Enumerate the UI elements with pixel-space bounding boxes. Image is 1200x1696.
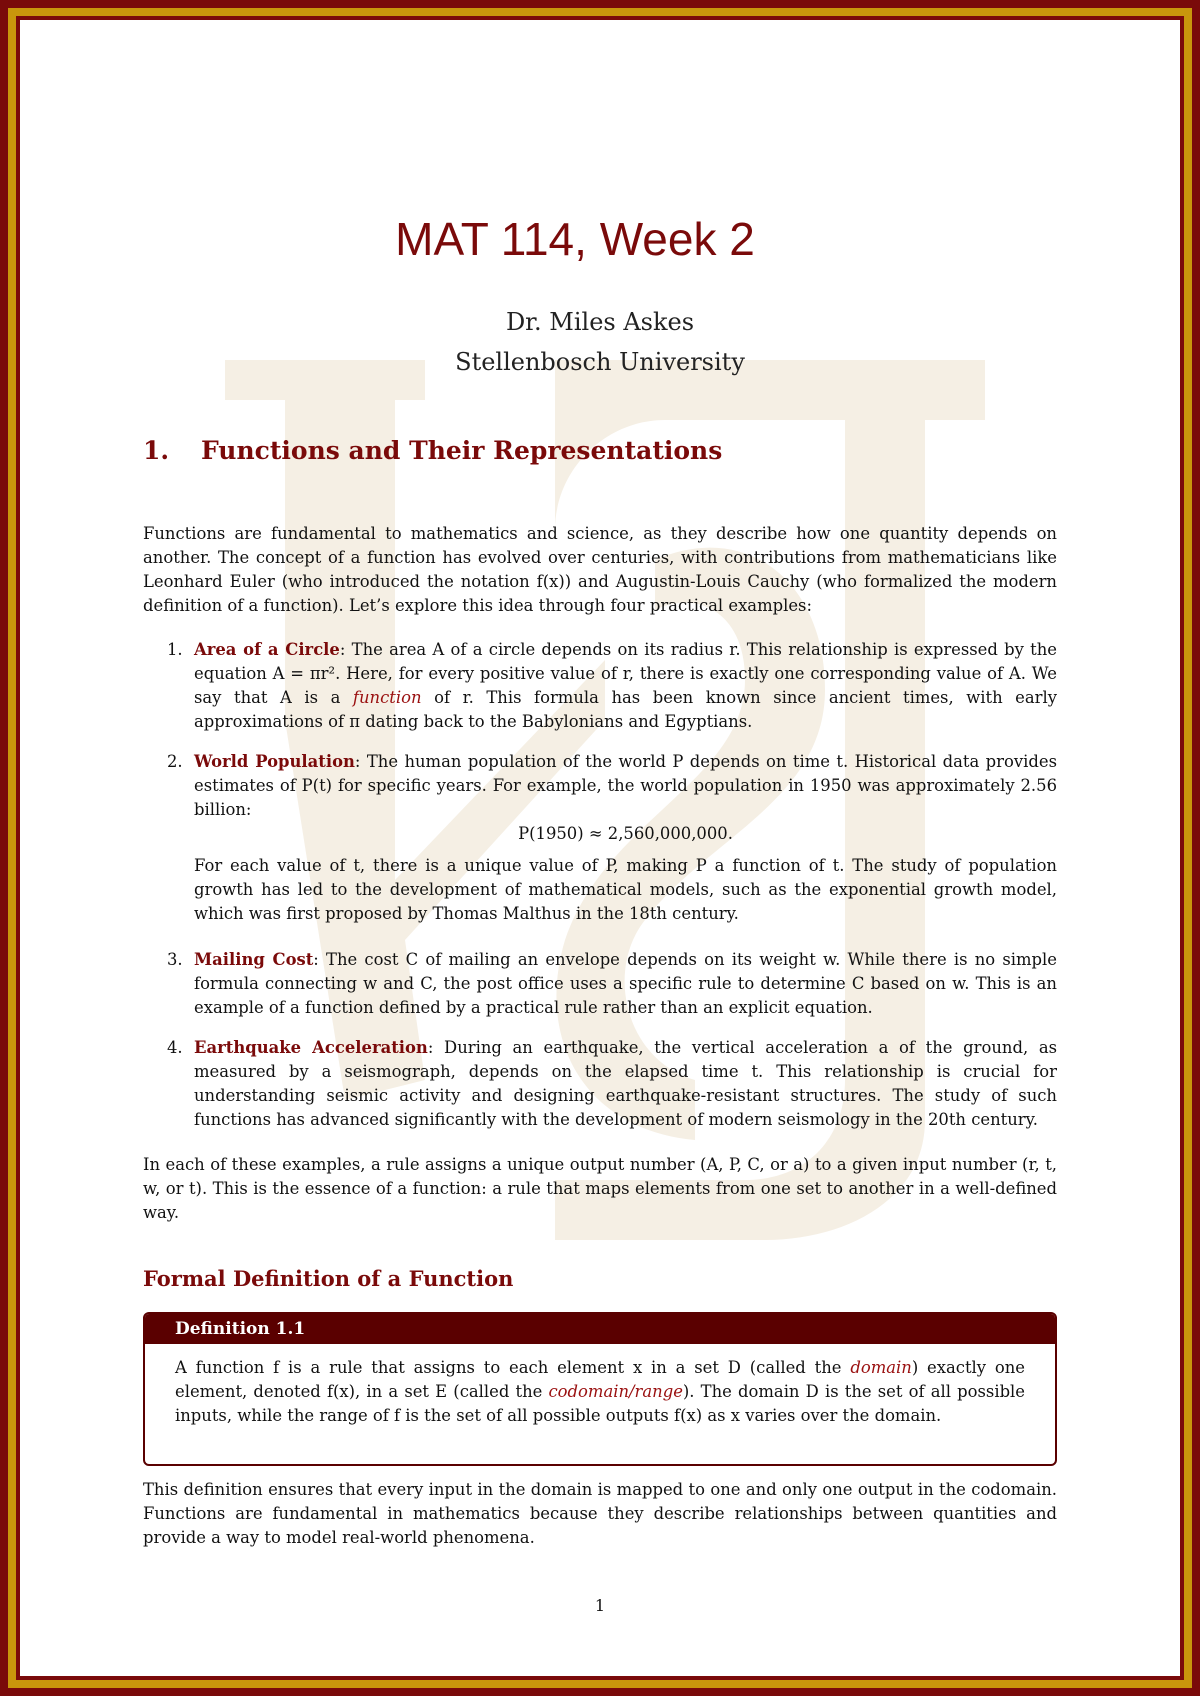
list-item-text: : During an earthquake, the vertical acceleration a of the ground, as measured by a seismograph, depends on the elapsed time t. This relationship is crucial for understanding seismic activity and designing earthquake-resistant structures. The study of such functions has advanced significantly with the development of modern seismology in the 20th century.: [194, 1038, 1058, 1129]
author-name: Dr. Miles Askes: [505, 308, 695, 336]
emphasized-term: domain: [850, 1358, 912, 1377]
list-item-term: Earthquake Acceleration: [194, 1038, 428, 1057]
list-item-text: of r. This formula has been known since ancient times, with early approximations of π dating back to the Babylonians and Egyptians.: [194, 688, 1057, 731]
summary-paragraph: In each of these examples, a rule assigns a unique output number (A, P, C, or a) to a given input number (r, t, w, or t). This is the essence of a function: a rule that maps elements from one set to another in a well-defined way.: [143, 1155, 1057, 1222]
subsection-heading: Formal Definition of a Function: [143, 1266, 514, 1291]
definition-text-part: ) exactly one element, denoted f(x), in a set E (called the: [175, 1358, 1025, 1401]
definition-text: [145, 1344, 1055, 1428]
list-item-number: 4.: [167, 1038, 183, 1057]
list-item-term: Mailing Cost: [194, 950, 314, 969]
list-item: [143, 638, 1057, 734]
intro-paragraph: Functions are fundamental to mathematics and science, as they describe how one quantity depends on another. The concept of a function has evolved over centuries, with contributions from mathematicians like Leonhard Euler (who introduced the notation f(x)) and Augustin-Louis Cauchy (who formalized the modern definition of a function). Let’s explore this idea through four practical examples:: [143, 524, 1057, 615]
emphasized-term: codomain/range: [548, 1382, 683, 1401]
definition-text-part: A function f is a rule that assigns to each element x in a set D (called the: [175, 1358, 851, 1377]
list-item-body: [194, 750, 1057, 926]
list-item: [143, 1036, 1057, 1132]
list-item-term: Area of a Circle: [194, 640, 340, 659]
list-item-text: : The human population of the world P depends on time t. Historical data provides estimates of P(t) for specific years. For example, the world population in 1950 was approximately 2.56 billion:: [194, 752, 1057, 819]
definition-label: Definition 1.1: [145, 1314, 1055, 1344]
closing-paragraph: This definition ensures that every input in the domain is mapped to one and only one output in the codomain. Functions are fundamental in mathematics because they describe relationships between quantities and provide a way to model real-world phenomena.: [143, 1480, 1057, 1547]
section-title: Functions and Their Representations: [201, 436, 723, 465]
list-item-number: 2.: [167, 752, 183, 771]
definition-box: [143, 1312, 1057, 1466]
list-item-term: World Population: [194, 752, 355, 771]
section-heading: [143, 436, 722, 465]
section-number: 1.: [143, 436, 170, 465]
list-item-text: For each value of t, there is a unique value of P, making P a function of t. The study of population growth has led to the development of mathematical models, such as the exponential growth model, which was first proposed by Thomas Malthus in the 18th century.: [194, 856, 1057, 923]
list-item: [143, 948, 1057, 1020]
list-item-text: : The area A of a circle depends on its radius r. This relationship is expressed by the equation A = πr². Here, for every positive value of r, there is exactly one corresponding value of A. We say that A is a: [194, 640, 1057, 707]
list-item: [143, 750, 1057, 926]
list-item-text: : The cost C of mailing an envelope depends on its weight w. While there is no simple formula connecting w and C, the post office uses a specific rule to determine C based on w. This is an example of a function defined by a practical rule rather than an explicit equation.: [194, 950, 1057, 1017]
definition-text-part: ). The domain D is the set of all possible inputs, while the range of f is the set of all possible outputs f(x) as x varies over the domain.: [175, 1382, 1026, 1425]
page-title: MAT 114, Week 2: [395, 213, 755, 265]
author-affiliation: Stellenbosch University: [455, 348, 745, 376]
list-item-body: [194, 1036, 1057, 1132]
display-equation: P(1950) ≈ 2,560,000,000.: [518, 824, 733, 843]
list-item-number: 3.: [167, 950, 183, 969]
list-item-body: [194, 948, 1057, 1020]
emphasized-term: function: [352, 688, 422, 707]
list-item-body: [194, 638, 1057, 734]
list-item-number: 1.: [167, 640, 183, 659]
page-number: 1: [594, 1596, 606, 1615]
